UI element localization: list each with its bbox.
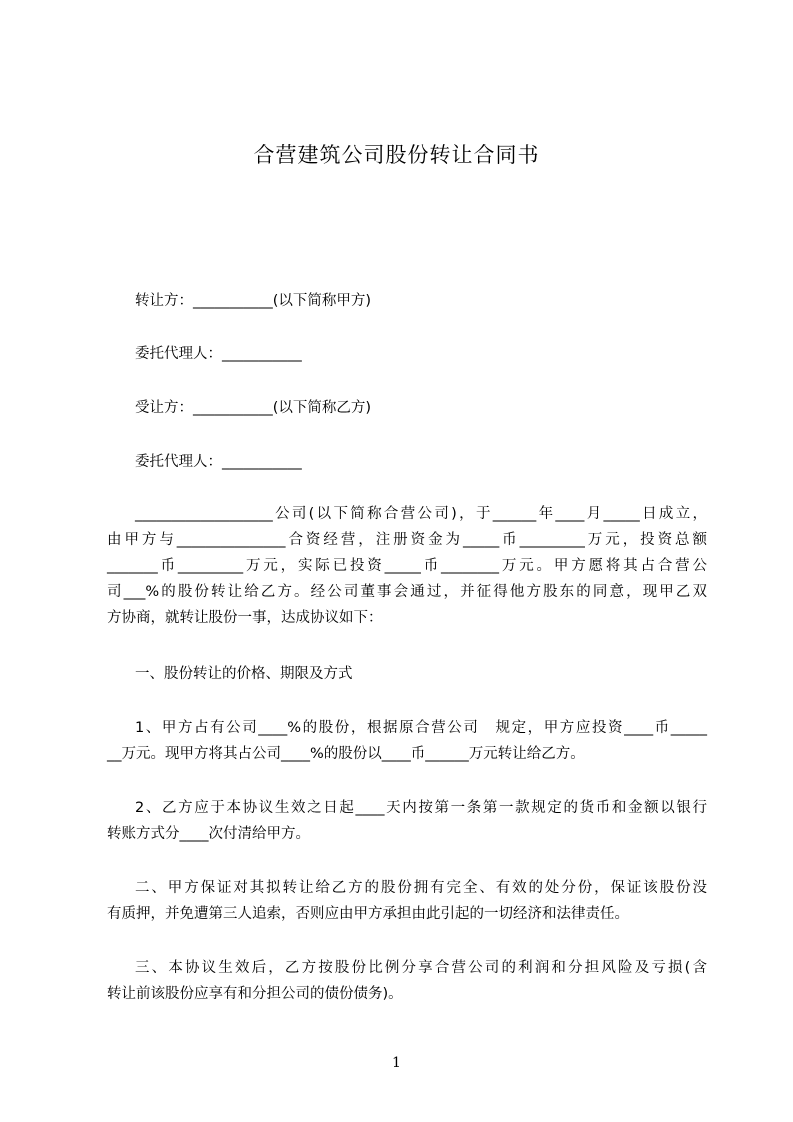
preamble-line-5: 方协商，就转让股份一事，达成协议如下： <box>107 610 383 626</box>
section-1-item-1-line-1: 1、甲方占有公司____%的股份，根据原合营公司 规定，甲方应投资____币_____ <box>135 720 707 736</box>
transferor-agent-line: 委托代理人：___________ <box>135 346 302 362</box>
section-3-line-2: 转让前该股份应享有和分担公司的债份债务)。 <box>107 986 403 1002</box>
preamble-line-2: 由甲方与_______________合资经营，注册资金为_____币_________万元，投资总额 <box>107 532 707 548</box>
page-number: 1 <box>392 1055 401 1071</box>
document-title: 合营建筑公司股份转让合同书 <box>253 143 540 167</box>
preamble-line-3: _______币_________万元，实际已投资_____币________万元。甲方愿将其占合营公 <box>107 558 707 574</box>
transferee-agent-line: 委托代理人：___________ <box>135 454 302 470</box>
preamble-line-1: ___________________公司(以下简称合营公司)，于______年____月_____日成立， <box>135 506 707 522</box>
transferee-line: 受让方：___________(以下简称乙方) <box>135 400 372 416</box>
section-1-item-2-line-1: 2、乙方应于本协议生效之日起____天内按第一条第一款规定的货币和金额以银行 <box>135 800 707 816</box>
section-3-line-1: 三、本协议生效后，乙方按股份比例分享合营公司的利润和分担风险及亏损(含 <box>135 960 707 976</box>
section-1-heading: 一、股份转让的价格、期限及方式 <box>135 666 353 682</box>
section-1-item-1-line-2: __万元。现甲方将其占公司____%的股份以____币______万元转让给乙方。 <box>107 746 585 762</box>
preamble-line-4: 司___%的股份转让给乙方。经公司董事会通过，并征得他方股东的同意，现甲乙双 <box>107 584 707 600</box>
transferor-line: 转让方：___________(以下简称甲方) <box>135 293 372 309</box>
section-2-line-2: 有质押，并免遭第三人追索，否则应由甲方承担由此引起的一切经济和法律责任。 <box>107 906 629 922</box>
section-1-item-2-line-2: 转账方式分____次付清给甲方。 <box>107 826 310 842</box>
section-2-line-1: 二、甲方保证对其拟转让给乙方的股份拥有完全、有效的处分份，保证该股份没 <box>135 880 707 896</box>
